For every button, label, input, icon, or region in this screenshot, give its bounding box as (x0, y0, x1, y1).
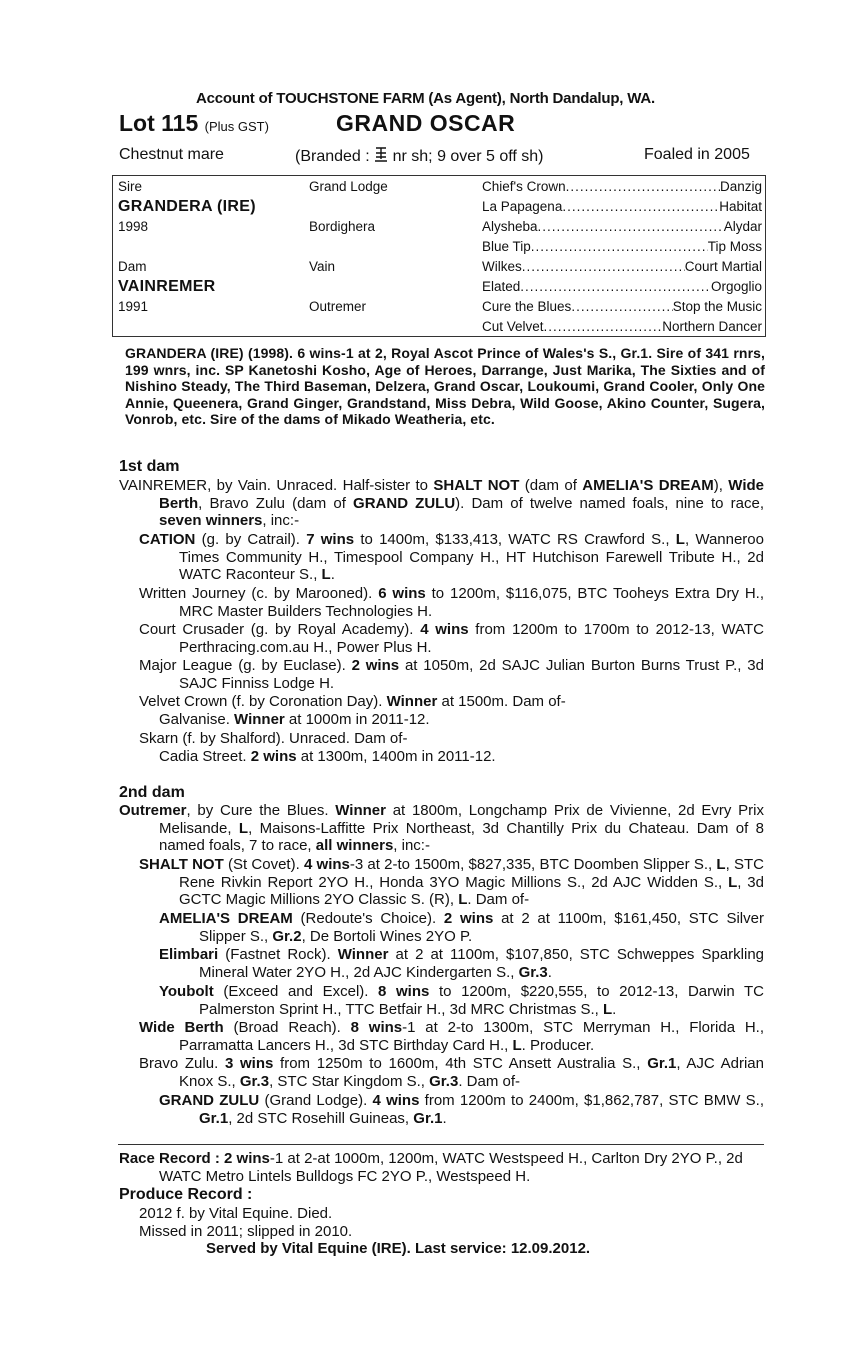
foaled-year: Foaled in 2005 (644, 146, 750, 163)
first-dam-para: VAINREMER, by Vain. Unraced. Half-sister to SHALT NOT (dam of AMELIA'S DREAM), Wide Berth, Bravo Zulu (dam of GRAND ZULU). Dam of twelve named foals, nine to race, seven winners, inc:- (119, 477, 765, 529)
brand-description: (Branded : nr sh; 9 over 5 off sh) (295, 148, 544, 165)
progeny-entry: Court Crusader (g. by Royal Academy). 4 wins from 1200m to 1700m to 2012-13, WATC Perthracing.com.au H., Power Plus H. (139, 621, 765, 656)
ancestor-row: Cut Velvet ..... Northern Dancer (482, 317, 762, 337)
progeny-entry: SHALT NOT (St Covet). 4 wins-3 at 2-to 1500m, $827,335, BTC Doomben Slipper S., L, STC Rene Rivkin Report 2YO H., Honda 3YO Magic Millions S., 2d AJC Widden S., L, 3d GCTC Magic Millions 2YO Classic S. (R), L. Dam of- (139, 856, 764, 908)
race-record: Race Record : 2 wins-1 at 2-at 1000m, 1200m, WATC Westspeed H., Carlton Dry 2YO P., 2d WATC Metro Lintels Bulldogs FC 2YO P., Westspeed H. (119, 1150, 743, 1185)
grand-progeny-entry: AMELIA'S DREAM (Redoute's Choice). 2 wins at 2 at 1100m, $161,450, STC Silver Slipper S., Gr.2, De Bortoli Wines 2YO P. (159, 910, 764, 945)
first-dam-heading: 1st dam (119, 458, 180, 475)
ancestor-row: Cure the Blues ..... Stop the Music (482, 297, 762, 317)
ancestor-row: La Papagena ..... Habitat (482, 197, 762, 217)
section-divider (118, 1144, 764, 1145)
sex-colour: Chestnut mare (119, 146, 224, 163)
brand-mark-icon (374, 146, 388, 162)
sire-label: Sire (118, 179, 143, 194)
sire-year: 1998 (118, 219, 149, 234)
progeny-entry: Velvet Crown (f. by Coronation Day). Winner at 1500m. Dam of- (139, 693, 566, 710)
vendor-account: Account of TOUCHSTONE FARM (As Agent), North Dandalup, WA. (196, 90, 655, 107)
sire-dam: Bordighera (309, 219, 376, 234)
second-dam-para: Outremer, by Cure the Blues. Winner at 1800m, Longchamp Prix de Vivienne, 2d Evry Prix Melisande, L, Maisons-Laffitte Prix Northeast, 3d Chantilly Prix du Chateau. Dam of 8 named foals, 7 to race, all winners, inc:- (119, 802, 764, 854)
produce-record-heading: Produce Record : (119, 1186, 253, 1203)
sire-summary: GRANDERA (IRE) (1998). 6 wins-1 at 2, Royal Ascot Prince of Wales's S., Gr.1. Sire of 341 rnrs, 199 wnrs, inc. SP Kanetoshi Kosho, Age of Heroes, Darrange, Just Marika, The Sixties and of Nishino Steady, The Third Baseman, Delzera, Grand Oscar, Loukoumi, Grand Cooler, Only One Annie, Queenera, Grand Ginger, Grandstand, Miss Debra, Wild Goose, Akino Counter, Sugera, Vonrob, etc. Sire of the dams of Mikado Weatheria, etc. (125, 345, 765, 427)
grand-progeny-entry: Cadia Street. 2 wins at 1300m, 1400m in 2011-12. (159, 748, 496, 765)
dam-year: 1991 (118, 299, 149, 314)
pedigree-table (112, 175, 766, 337)
ancestor-row: Chief's Crown ..... Danzig (482, 177, 762, 197)
sire-name: GRANDERA (IRE) (118, 198, 256, 215)
ancestor-row: Elated ..... Orgoglio (482, 277, 762, 297)
progeny-entry: Major League (g. by Euclase). 2 wins at 1050m, 2d SAJC Julian Burton Burns Trust P., 3d SAJC Finniss Lodge H. (139, 657, 764, 692)
dam-label: Dam (118, 259, 147, 274)
grandsire: Grand Lodge (309, 179, 388, 194)
progeny-entry: CATION (g. by Catrail). 7 wins to 1400m, $133,413, WATC RS Crawford S., L, Wanneroo Times Community H., Timespool Company H., HT Hutchison Farewell Tribute H., 2d WATC Raconteur S., L. (139, 531, 764, 583)
progeny-entry: Skarn (f. by Shalford). Unraced. Dam of- (139, 730, 408, 747)
progeny-entry: Bravo Zulu. 3 wins from 1250m to 1600m, 4th STC Ansett Australia S., Gr.1, AJC Adrian Knox S., Gr.3, STC Star Kingdom S., Gr.3. Dam of- (139, 1055, 764, 1090)
produce-entry: 2012 f. by Vital Equine. Died. (139, 1205, 333, 1222)
grand-progeny-entry: Youbolt (Exceed and Excel). 8 wins to 1200m, $220,555, to 2012-13, Darwin TC Palmerston Sprint H., TTC Betfair H., 3d MRC Christmas S., L. (159, 983, 764, 1018)
progeny-entry: Written Journey (c. by Marooned). 6 wins to 1200m, $116,075, BTC Tooheys Extra Dry H., MRC Master Builders Technologies H. (139, 585, 764, 620)
second-dam-heading: 2nd dam (119, 784, 185, 801)
lot-number: Lot 115 (Plus GST) (119, 110, 269, 136)
grand-progeny-entry: GRAND ZULU (Grand Lodge). 4 wins from 1200m to 2400m, $1,862,787, STC BMW S., Gr.1, 2d STC Rosehill Guineas, Gr.1. (159, 1092, 764, 1127)
dam-sire: Vain (309, 259, 336, 274)
dam-name: VAINREMER (118, 278, 216, 295)
horse-name: GRAND OSCAR (336, 110, 516, 136)
grand-progeny-entry: Galvanise. Winner at 1000m in 2011-12. (159, 711, 430, 728)
dam-dam: Outremer (309, 299, 367, 314)
gst-note: (Plus GST) (204, 119, 269, 134)
produce-entry: Missed in 2011; slipped in 2010. (139, 1223, 353, 1240)
ancestor-row: Alysheba ..... Alydar (482, 217, 762, 237)
ancestor-row: Wilkes ..... Court Martial (482, 257, 762, 277)
progeny-entry: Wide Berth (Broad Reach). 8 wins-1 at 2-to 1300m, STC Merryman H., Florida H., Parramatta Lancers H., 3d STC Birthday Card H., L. Producer. (139, 1019, 765, 1054)
service-note: Served by Vital Equine (IRE). Last service: 12.09.2012. (206, 1240, 591, 1257)
grand-progeny-entry: Elimbari (Fastnet Rock). Winner at 2 at 1100m, $107,850, STC Schweppes Sparkling Mineral Water 2YO H., 2d AJC Kindergarten S., Gr.3. (159, 946, 765, 981)
ancestor-row: Blue Tip ..... Tip Moss (482, 237, 762, 257)
